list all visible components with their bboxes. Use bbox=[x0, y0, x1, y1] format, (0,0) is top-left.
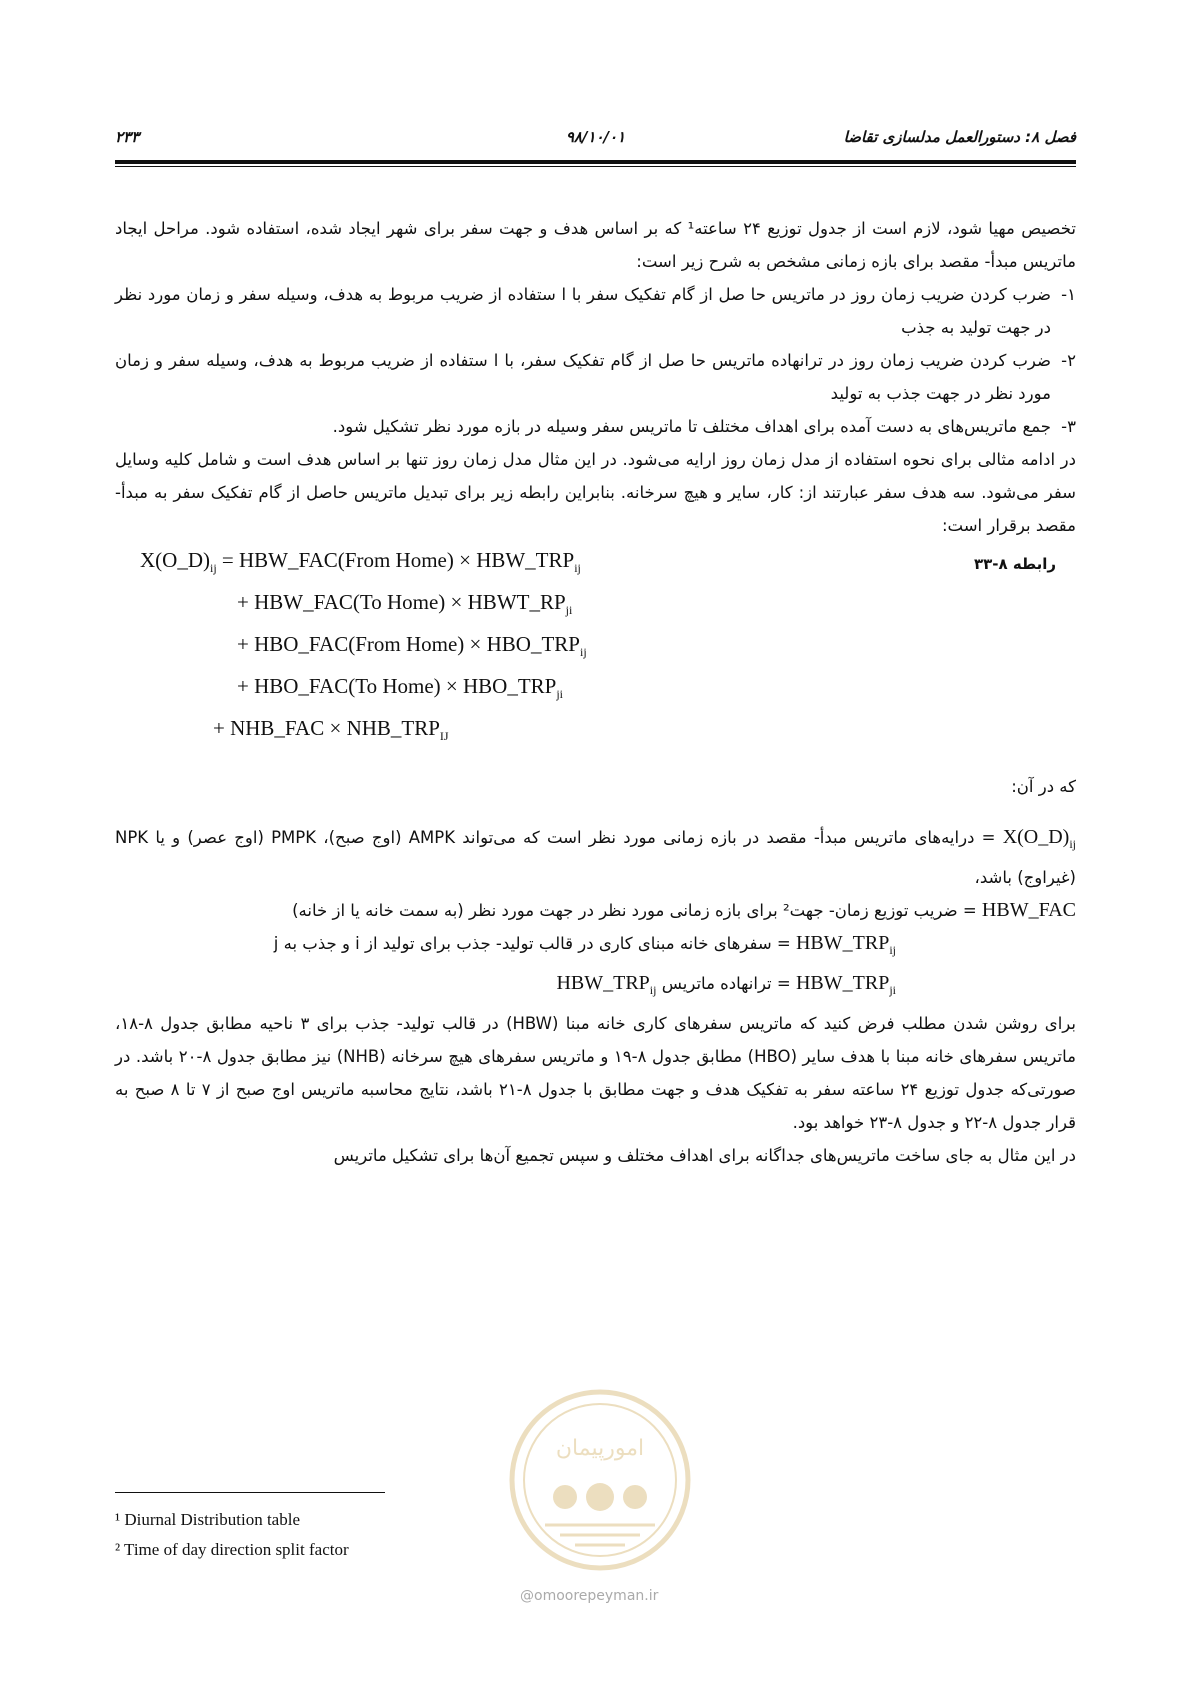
page-body bbox=[115, 212, 1076, 1172]
step-number: ۲- bbox=[1061, 351, 1076, 370]
where-label: که در آن: bbox=[1011, 777, 1076, 796]
footnote-rule bbox=[115, 1492, 385, 1493]
definition-hbw-trp-transpose bbox=[115, 967, 1076, 1007]
definition-symbol: $X(O\_D)_{ij}$ bbox=[1002, 826, 1077, 851]
step-number: ۱- bbox=[1061, 285, 1076, 304]
page-header bbox=[115, 128, 1076, 158]
definition-symbol-2: $HBW\_TRP_{ij}$ bbox=[556, 972, 657, 997]
closing-paragraph: در این مثال به جای ساخت ماتریس‌های جداگانه برای اهداف مختلف و سپس تجمیع آن‌ها برای تشکیل ماتریس bbox=[333, 1146, 1076, 1165]
definition-text: = ضریب توزیع زمان- جهت² برای بازه زمانی مورد نظر در جهت مورد نظر (به سمت خانه یا از خانه) bbox=[292, 901, 977, 920]
example-tables-paragraph: برای روشن شدن مطلب فرض کنید که ماتریس سفرهای کاری خانه مبنا (HBW) در قالب تولید- جذب برای ۳ ناحیه مطابق جدول ۸-۱۸، ماتریس سفرهای خانه مبنا با هدف سایر (HBO) مطابق جدول ۸-۱۹ و ماتریس سفرهای هیچ سرخانه (NHB) نیز مطابق جدول ۸-۲۰ باشد. در صورتی‌که جدول توزیع ۲۴ ساعته سفر به تفکیک هدف و جهت مطابق با جدول ۸-۲۱ باشد، نتایج محاسبه ماتریس اوج صبح از ۷ تا ۸ صبح به قرار جدول ۸-۲۲ و جدول ۸-۲۳ خواهد بود. bbox=[115, 1014, 1077, 1132]
definition-hbw-trp bbox=[115, 927, 1076, 967]
footnote-1: ¹ Diurnal Distribution table bbox=[115, 1510, 300, 1529]
header-rule-thick bbox=[115, 160, 1076, 164]
step-text: ضرب کردن ضریب زمان روز در ترانهاده ماتریس حا صل از گام تفکیک سفر، با ا ستفاده از ضریب مربوط به هدف، وسیله سفر و زمان مورد نظر در جهت جذب به تولید bbox=[115, 351, 1051, 403]
definition-hbw-fac bbox=[115, 894, 1076, 927]
footnote-2: ² Time of day direction split factor bbox=[115, 1540, 349, 1559]
definition-symbol: $HBW\_TRP_{ij}$ bbox=[795, 932, 896, 957]
equation-label: رابطه ۸-۳۳ bbox=[973, 555, 1056, 573]
step-text: ضرب کردن ضریب زمان روز در ماتریس حا صل از گام تفکیک سفر با ا ستفاده از ضریب مربوط به هدف، وسیله سفر و زمان مورد نظر در جهت تولید به جذب bbox=[115, 285, 1051, 337]
equation-line-4: + HBO_FAC(To Home) × $HBO\_TRP_{ji}$ bbox=[237, 674, 564, 702]
equation-line-5: + NHB_FAC × $NHB\_TRP_{IJ}$ bbox=[213, 716, 449, 744]
equation-block bbox=[115, 542, 1076, 770]
definition-symbol: HBW_FAC bbox=[981, 899, 1076, 921]
example-paragraph: در ادامه مثالی برای نحوه استفاده از مدل زمان روز ارایه می‌شود. در این مثال مدل زمان روز تنها بر اساس هدف است و شامل کلیه وسایل سفر می‌شود. سه هدف سفر عبارتند از: کار، سایر و هیچ سرخانه. بنابراین رابطه زیر برای تبدیل ماتریس حاصل از گام تفکیک سفر به مبدأ- مقصد برقرار است: bbox=[115, 450, 1076, 535]
header-rule-thin bbox=[115, 166, 1076, 167]
watermark-emblem-icon bbox=[505, 1385, 695, 1575]
watermark-logo-text: امورپیمان bbox=[555, 1436, 645, 1461]
equation-line-2: + HBW_FAC(To Home) × $HBWT\_RP_{ji}$ bbox=[237, 590, 573, 618]
equation-line-3: + HBO_FAC(From Home) × $HBO\_TRP_{ij}$ bbox=[237, 632, 587, 660]
equation-line-1: $X(O\_D)_{ij}$ = HBW_FAC(From Home) × $HBW\_TRP_{ij}$ bbox=[140, 548, 581, 576]
chapter-title: فصل ۸: دستورالعمل مدلسازی تقاضا bbox=[843, 128, 1076, 146]
definition-text: = سفرهای خانه مبنای کاری در قالب تولید- جذب برای تولید از i و جذب به j bbox=[273, 934, 791, 953]
step-item-3 bbox=[115, 410, 1076, 443]
step-item-1 bbox=[115, 278, 1076, 344]
step-number: ۳- bbox=[1061, 417, 1076, 436]
definition-symbol: $HBW\_TRP_{ji}$ bbox=[795, 972, 896, 997]
header-date: ۹۸/۱۰/۰۱ bbox=[565, 128, 626, 146]
definition-text: = ترانهاده ماتریس bbox=[661, 974, 791, 993]
step-item-2 bbox=[115, 344, 1076, 410]
definition-xod bbox=[115, 821, 1076, 894]
watermark-logo bbox=[505, 1385, 695, 1575]
definition-text: = درایه‌های ماتریس مبدأ- مقصد در بازه زمانی مورد نظر است که می‌تواند AMPK (اوج صبح)، PMPK (اوج عصر) و یا NPK (غیراوج) باشد، bbox=[115, 828, 1076, 887]
watermark-url: @omoorepeyman.ir bbox=[520, 1588, 659, 1604]
step-text: جمع ماتریس‌های به دست آمده برای اهداف مختلف تا ماتریس سفر وسیله در بازه مورد نظر تشکیل شود. bbox=[332, 417, 1051, 436]
intro-paragraph: تخصیص مهیا شود، لازم است از جدول توزیع ۲۴ ساعته¹ که بر اساس هدف و جهت سفر برای شهر ایجاد شده، استفاده شود. مراحل ایجاد ماتریس مبدأ- مقصد برای بازه زمانی مشخص به شرح زیر است: bbox=[115, 219, 1076, 271]
page-number: ۲۳۳ bbox=[115, 128, 140, 146]
